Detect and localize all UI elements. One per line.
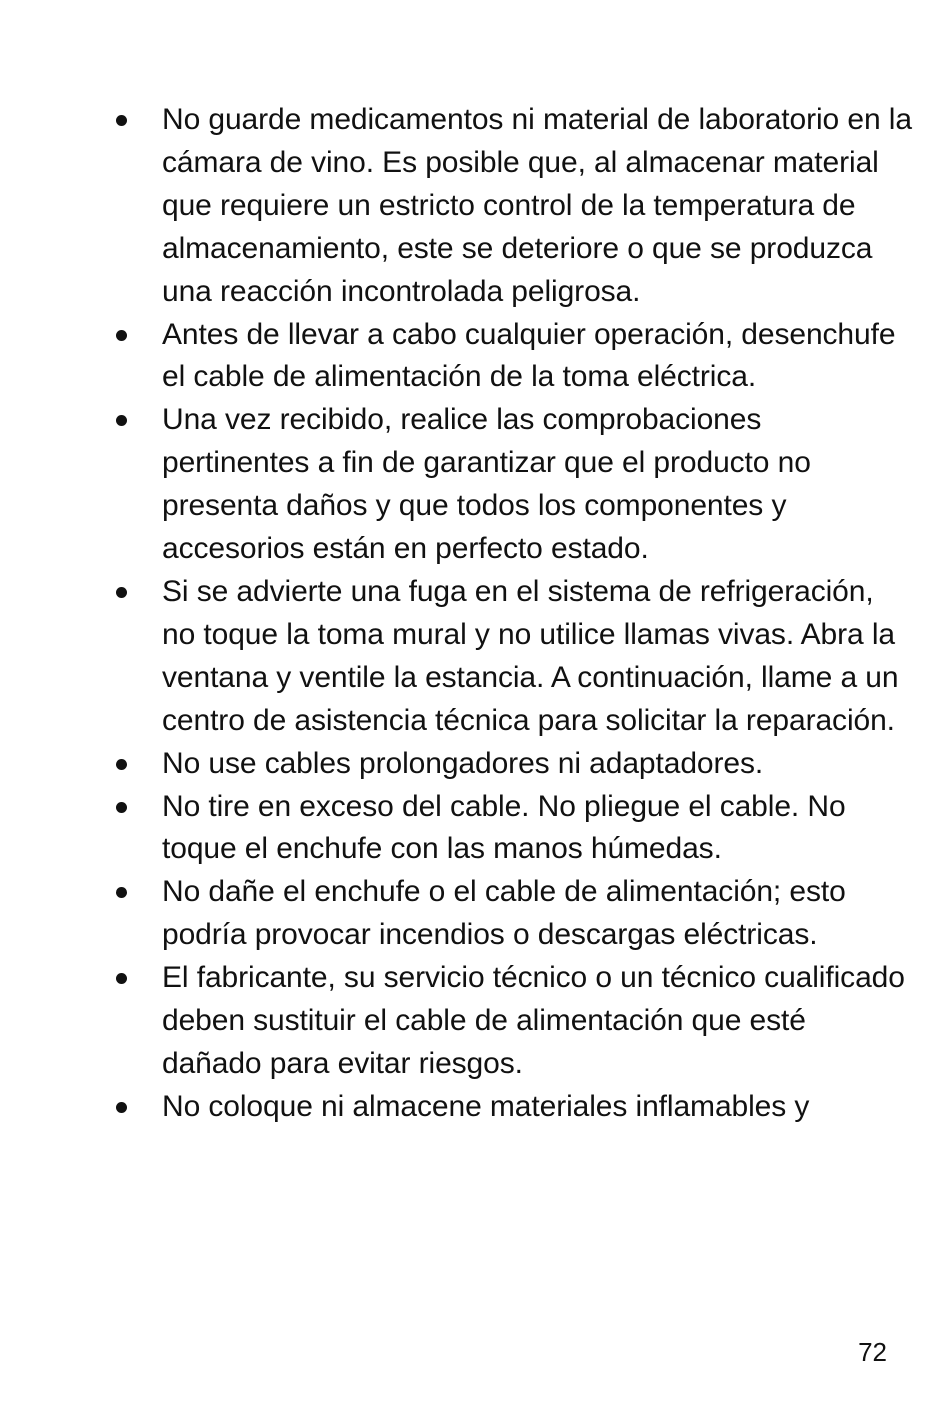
- bullet-icon: [116, 415, 127, 426]
- list-item: [112, 1086, 912, 1129]
- list-item-text: Antes de llevar a cabo cualquier operación, desenchufe el cable de alimentación de la toma eléctrica.: [162, 317, 896, 394]
- list-item: [112, 571, 912, 743]
- list-item-text: No use cables prolongadores ni adaptadores.: [162, 746, 764, 780]
- page-number: 72: [858, 1337, 887, 1367]
- bullet-icon: [116, 887, 127, 898]
- list-item: [112, 399, 912, 571]
- bullet-icon: [116, 759, 127, 770]
- list-item: [112, 957, 912, 1086]
- list-item: [112, 99, 912, 314]
- list-item: [112, 743, 912, 786]
- bullet-icon: [116, 330, 127, 341]
- list-item-text: No tire en exceso del cable. No pliegue el cable. No toque el enchufe con las manos húmedas.: [162, 789, 846, 866]
- bullet-icon: [116, 973, 127, 984]
- list-item: [112, 786, 912, 872]
- list-item: [112, 314, 912, 400]
- bullet-icon: [116, 802, 127, 813]
- list-item-text: Si se advierte una fuga en el sistema de refrigeración, no toque la toma mural y no utilice llamas vivas. Abra la ventana y ventile la estancia. A continuación, llame a un centro de asistencia técnica para solicitar la reparación.: [162, 574, 899, 737]
- list-item-text: Una vez recibido, realice las comprobaciones pertinentes a fin de garantizar que el producto no presenta daños y que todos los componentes y accesorios están en perfecto estado.: [162, 403, 811, 566]
- list-item-text: No coloque ni almacene materiales inflamables y: [162, 1089, 810, 1123]
- bullet-icon: [116, 1102, 127, 1113]
- list-item-text: El fabricante, su servicio técnico o un técnico cualificado deben sustituir el cable de alimentación que esté dañado para evitar riesgos.: [162, 961, 905, 1080]
- safety-instructions-list: [112, 99, 912, 1129]
- bullet-icon: [116, 587, 127, 598]
- list-item: [112, 871, 912, 957]
- bullet-icon: [116, 115, 127, 126]
- list-item-text: No dañe el enchufe o el cable de alimentación; esto podría provocar incendios o descargas eléctricas.: [162, 875, 846, 952]
- list-item-text: No guarde medicamentos ni material de laboratorio en la cámara de vino. Es posible que, al almacenar material que requiere un estricto control de la temperatura de almacenamiento, este se deteriore o que se produzca una reacción incontrolada peligrosa.: [162, 103, 912, 308]
